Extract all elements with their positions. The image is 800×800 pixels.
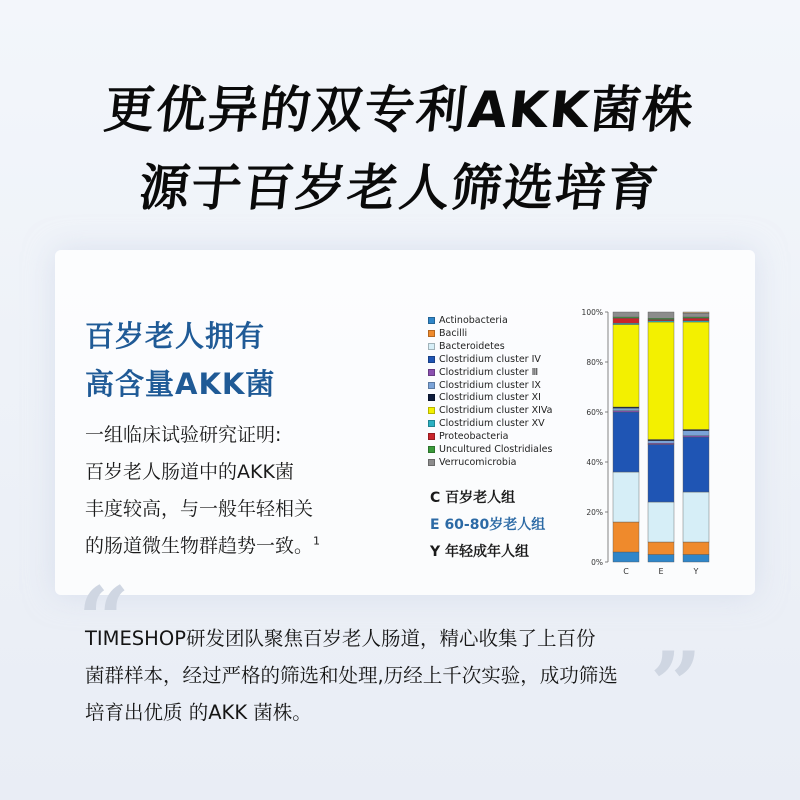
card-subtitle-line-2: 高含量AKK菌 xyxy=(85,367,276,401)
card-body-line-3: 丰度较高，与一般年轻相关 xyxy=(85,498,314,520)
legend-swatch xyxy=(428,433,435,440)
legend-item xyxy=(428,328,467,340)
bar-segment xyxy=(613,325,639,408)
legend-swatch xyxy=(428,330,435,337)
legend-item xyxy=(428,457,516,469)
paragraph-line-1: TIMESHOP研发团队聚焦百岁老人肠道，精心收集了上百份 xyxy=(85,627,596,650)
bar-segment xyxy=(648,322,674,440)
legend-label: Actinobacteria xyxy=(439,315,508,326)
legend-label: Clostridium cluster IX xyxy=(439,379,541,391)
stacked-bar-chart xyxy=(570,300,720,585)
bar-segment xyxy=(648,441,674,444)
x-tick-label: E xyxy=(658,567,664,576)
footnote-mark: 1 xyxy=(313,534,321,548)
legend-item xyxy=(428,392,541,404)
legend-swatch xyxy=(428,356,435,363)
bar-segment xyxy=(683,437,709,492)
card-body-line-4 xyxy=(85,531,320,558)
bar-segment xyxy=(683,322,709,430)
legend-label: Clostridium cluster XV xyxy=(439,418,545,430)
bar-segment xyxy=(613,472,639,522)
group-label-e: E 60-80岁老人组 xyxy=(430,517,546,533)
legend-item xyxy=(428,354,541,366)
legend-label: Clostridium cluster XIVa xyxy=(439,405,553,417)
card-body-line-2: 百岁老人肠道中的AKK菌 xyxy=(85,461,294,483)
card-body-line-4-text: 的肠道微生物群趋势一致。 xyxy=(85,535,314,557)
bar-segment xyxy=(648,502,674,542)
y-tick-label: 40% xyxy=(586,458,603,467)
legend-label: Clostridium cluster XI xyxy=(439,392,541,404)
y-tick-label: 80% xyxy=(586,358,603,367)
x-tick-label: Y xyxy=(693,567,699,576)
legend-item xyxy=(428,315,508,327)
y-tick-label: 60% xyxy=(586,408,603,417)
bar-segment xyxy=(613,412,639,472)
legend-swatch xyxy=(428,420,435,427)
legend-item xyxy=(428,405,553,417)
card-subtitle-line-1: 百岁老人拥有 xyxy=(85,319,266,353)
legend-label: Uncultured Clostridiales xyxy=(439,444,553,455)
legend-item xyxy=(428,431,508,443)
legend-swatch xyxy=(428,317,435,324)
bar-segment xyxy=(683,312,709,313)
bar-segment xyxy=(683,431,709,436)
y-tick-label: 20% xyxy=(586,508,603,517)
legend-swatch xyxy=(428,446,435,453)
bar-segment xyxy=(683,313,709,317)
bar-segment xyxy=(613,408,639,411)
legend-swatch xyxy=(428,394,435,401)
legend-swatch xyxy=(428,382,435,389)
close-quote-mark: ” xyxy=(650,632,702,738)
bar-segment xyxy=(683,542,709,555)
bar-segment xyxy=(613,312,639,317)
legend-label: Proteobacteria xyxy=(439,431,509,443)
bar-segment xyxy=(683,492,709,542)
headline-line-1: 更优异的双专利AKK菌株 xyxy=(101,81,698,139)
y-tick-label: 0% xyxy=(591,558,603,567)
legend-swatch xyxy=(428,407,435,414)
legend-item xyxy=(428,341,505,353)
legend-label: Bacilli xyxy=(439,327,468,339)
paragraph-line-2: 菌群样本，经过严格的筛选和处理,历经上千次实验，成功筛选 xyxy=(85,664,618,687)
bar-segment xyxy=(648,555,674,563)
headline-line-2: 源于百岁老人筛选培育 xyxy=(136,159,663,217)
bar-segment xyxy=(648,445,674,503)
legend-item xyxy=(428,444,552,456)
bar-segment xyxy=(683,555,709,563)
bar-segment xyxy=(613,318,639,323)
card-body-line-1: 一组临床试验研究证明: xyxy=(85,424,282,446)
legend-label: Bacteroidetes xyxy=(439,340,505,352)
bar-segment xyxy=(613,552,639,562)
legend-item xyxy=(428,367,538,379)
legend-label: Verrucomicrobia xyxy=(439,456,517,468)
bar-segment xyxy=(648,312,674,318)
bar-segment xyxy=(648,542,674,555)
paragraph-line-3: 培育出优质 的AKK 菌株。 xyxy=(85,701,312,724)
legend-swatch xyxy=(428,459,435,466)
bar-segment xyxy=(683,318,709,321)
legend-item xyxy=(428,380,541,392)
open-quote-mark: “ xyxy=(78,567,130,673)
group-label-y: Y 年轻成年人组 xyxy=(430,544,530,560)
group-label-c: C 百岁老人组 xyxy=(430,490,516,506)
bar-segment xyxy=(613,522,639,552)
legend-item xyxy=(428,418,545,430)
y-tick-label: 100% xyxy=(581,308,603,317)
legend-label: Clostridium cluster IV xyxy=(439,353,541,365)
legend-swatch xyxy=(428,343,435,350)
legend-swatch xyxy=(428,369,435,376)
x-tick-label: C xyxy=(623,567,629,576)
legend-label: Clostridium cluster Ⅲ xyxy=(439,366,539,378)
